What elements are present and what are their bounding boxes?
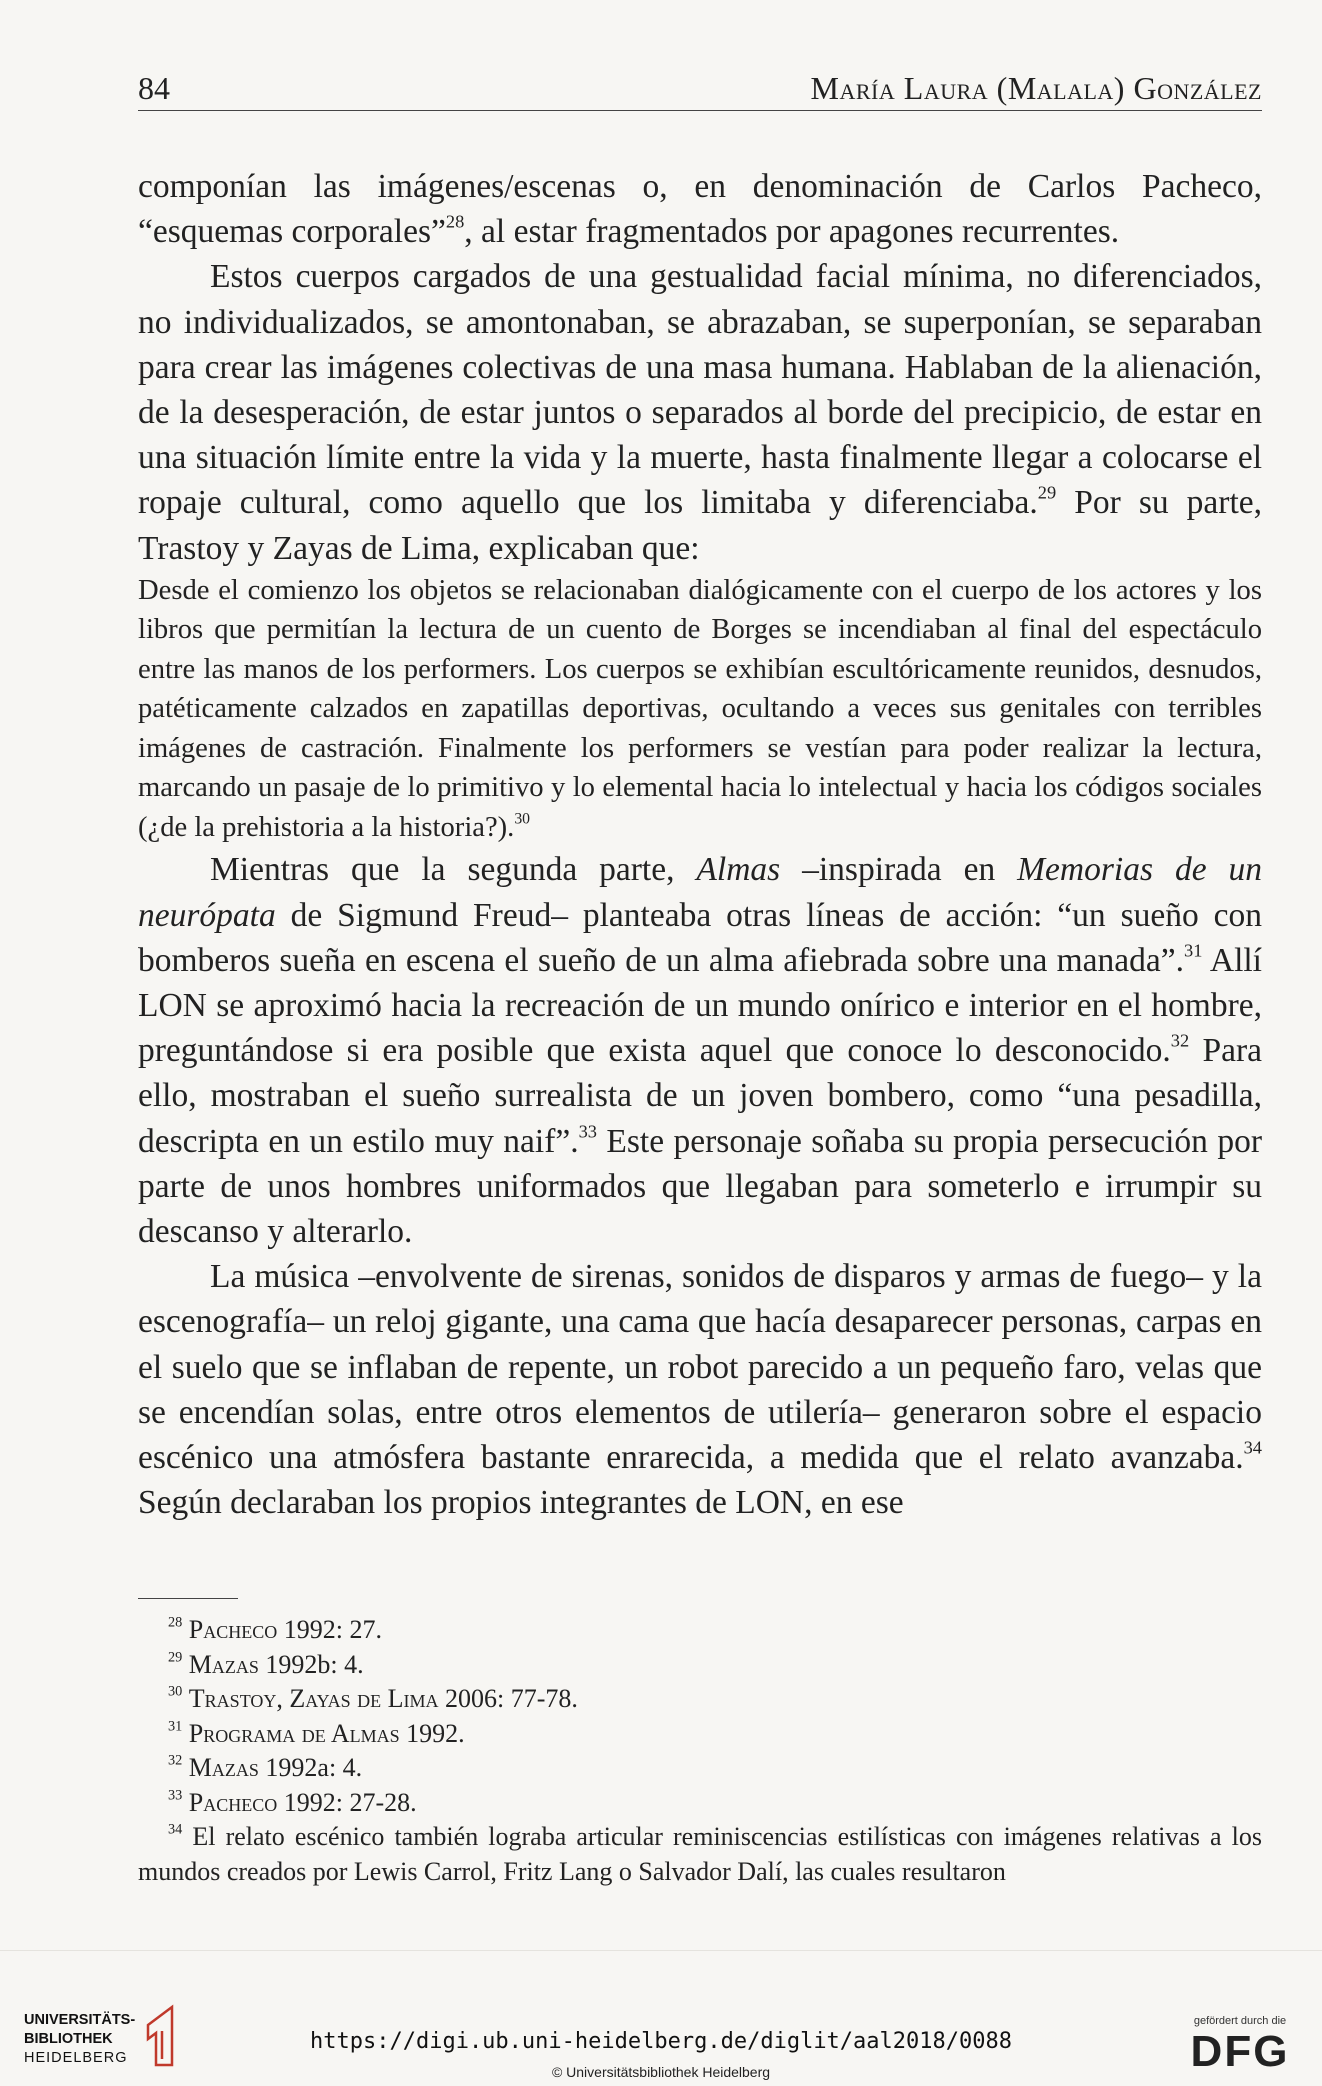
page-header [138,64,1262,111]
dfg-wordmark: DFG [1190,2027,1290,2076]
footnote-item [138,1786,1262,1821]
footnote-rule [138,1598,238,1599]
footnote-text: 1992. [399,1718,465,1748]
paragraph: Mientras que la segunda parte, Almas –inspirada en Memorias de un neurópata de Sigmund Freud– planteaba otras líneas de acción: “un sueño con bomberos sueña en escena el sueño de un alma afiebrada sobre una manada”.$^{31}$ Allí LON se aproximó hacia la recreación de un mundo onírico e interior en el hombre, preguntándose si era posible que exista aquel que conoce lo desconocido.$^{32}$ Para ello, mostraban el sueño surrealista de un joven bombero, como “una pesadilla, descripta en un estilo muy naif”.$^{33}$ Este personaje soñaba su propia persecución por parte de unos hombres uniformados que llegaban para someterlo e irrumpir su descanso y alterarlo. [138,851,1263,1250]
paragraph: componían las imágenes/escenas o, en denominación de Carlos Pacheco, “esquemas corporales”$^{28}$, al estar fragmentados por apagones recurrentes. [138,168,1262,251]
footnote-ref[interactable]: 33 [578,1120,597,1141]
footnote-item [138,1717,1262,1752]
footnote-text: 1992: 27. [277,1615,382,1644]
dfg-logo[interactable] [1180,2015,1300,2077]
title-memorias: Memorias de un neurópata [138,851,1262,934]
footnote-number: 28 [168,1614,183,1631]
footnote-item [138,1751,1262,1786]
footnote-source: Pacheco [188,1787,278,1817]
library-line2: BIBLIOTHEK [24,2031,113,2047]
footnote-source: Programa de Almas [188,1718,400,1748]
footnote-source: Trastoy, Zayas de Lima [188,1684,439,1713]
library-line3: HEIDELBERG [24,2050,128,2066]
library-line1: UNIVERSITÄTS- [24,2012,136,2028]
block-quote: Desde el comienzo los objetos se relacionaban dialógicamente con el cuerpo de los actores y los libros que permitían la lectura de un cuento de Borges se incendiaban al final del espectáculo entre las manos de los performers. Los cuerpos se exhibían escultóricamente reunidos, desnudos, patéticamente calzados en zapatillas deportivas, ocultando a veces sus genitales con terribles imágenes de castración. Finalmente los performers se vestían para poder realizar la lectura, marcando un pasaje de lo primitivo y lo elemental hacia lo intelectual y hacia los códigos sociales (¿de la prehistoria a la historia?).$^{30}$ [138,574,1262,843]
footnote-ref[interactable]: 31 [1184,940,1203,960]
footnote-source: Mazas [188,1649,259,1679]
footnote-number: 33 [168,1787,183,1804]
copyright: © Universitätsbibliothek Heidelberg [551,2064,771,2080]
footnote-ref[interactable]: 28 [445,211,465,232]
footnote-source: Mazas [188,1753,259,1782]
footnote-source: Pacheco [188,1615,278,1644]
footnote-list [138,1613,1262,1889]
footnote-text: 2006: 77-78. [438,1684,578,1713]
footnote-item [138,1648,1262,1683]
footnote-item [138,1820,1262,1889]
title-almas: Almas [696,851,781,889]
main-text [138,164,1262,1525]
footnotes [138,1598,1262,1889]
paragraph: Estos cuerpos cargados de una gestualidad facial mínima, no diferenciados, no individualizados, se amontonaban, se abrazaban, se superponían, se separaban para crear las imágenes colectivas de una masa humana. Hablaban de la alienación, de la desesperación, de estar juntos o separados al borde del precipicio, de estar en una situación límite entre la vida y la muerte, hasta finalmente llegar a colocarse el ropaje cultural, como aquello que los limitaba y diferenciaba.$^{29}$ Por su parte, Trastoy y Zayas de Lima, explicaban que: [138,258,1262,567]
footnote-ref[interactable]: 29 [1037,482,1057,503]
footnote-text: 1992a: 4. [258,1753,363,1782]
page-number: 84 [138,70,170,106]
footnote-number: 34 [168,1821,183,1838]
footnote-number: 32 [168,1752,183,1769]
footnote-ref[interactable]: 34 [1243,1437,1262,1458]
footnote-number: 29 [168,1649,183,1666]
running-head: María Laura (Malala) González [810,70,1262,106]
footnote-ref[interactable]: 32 [1170,1030,1190,1051]
paragraph: La música –envolvente de sirenas, sonidos de disparos y armas de fuego– y la escenografía– un reloj gigante, una cama que hacía desaparecer personas, carpas en el suelo que se inflaban de repente, un robot parecido a un pequeño faro, velas que se encendían solas, entre otros elementos de utilería– generaron sobre el espacio escénico una atmósfera bastante enrarecida, a medida que el relato avanzaba.$^{34}$ Según declaraban los propios integrantes de LON, en ese [138,1258,1262,1522]
footnote-item [138,1613,1262,1648]
footnote-text: El relato escénico también lograba articular reminiscencias estilísticas con imágenes relativas a los mundos creados por Lewis Carrol, Fritz Lang o Salvador Dalí, las cuales resultaron [138,1822,1263,1886]
footnote-number: 31 [168,1718,183,1735]
footnote-item [138,1682,1262,1717]
footnote-number: 30 [168,1683,183,1700]
document-url[interactable]: https://digi.ub.uni-heidelberg.de/diglit/aal2018/0088 [310,2029,1012,2054]
footnote-text: 1992b: 4. [258,1649,364,1679]
footnote-ref[interactable]: 30 [514,810,531,828]
funding-caption: gefördert durch die [1193,2015,1287,2027]
footnote-text: 1992: 27-28. [277,1787,417,1817]
viewer-footer [0,1950,1322,2086]
